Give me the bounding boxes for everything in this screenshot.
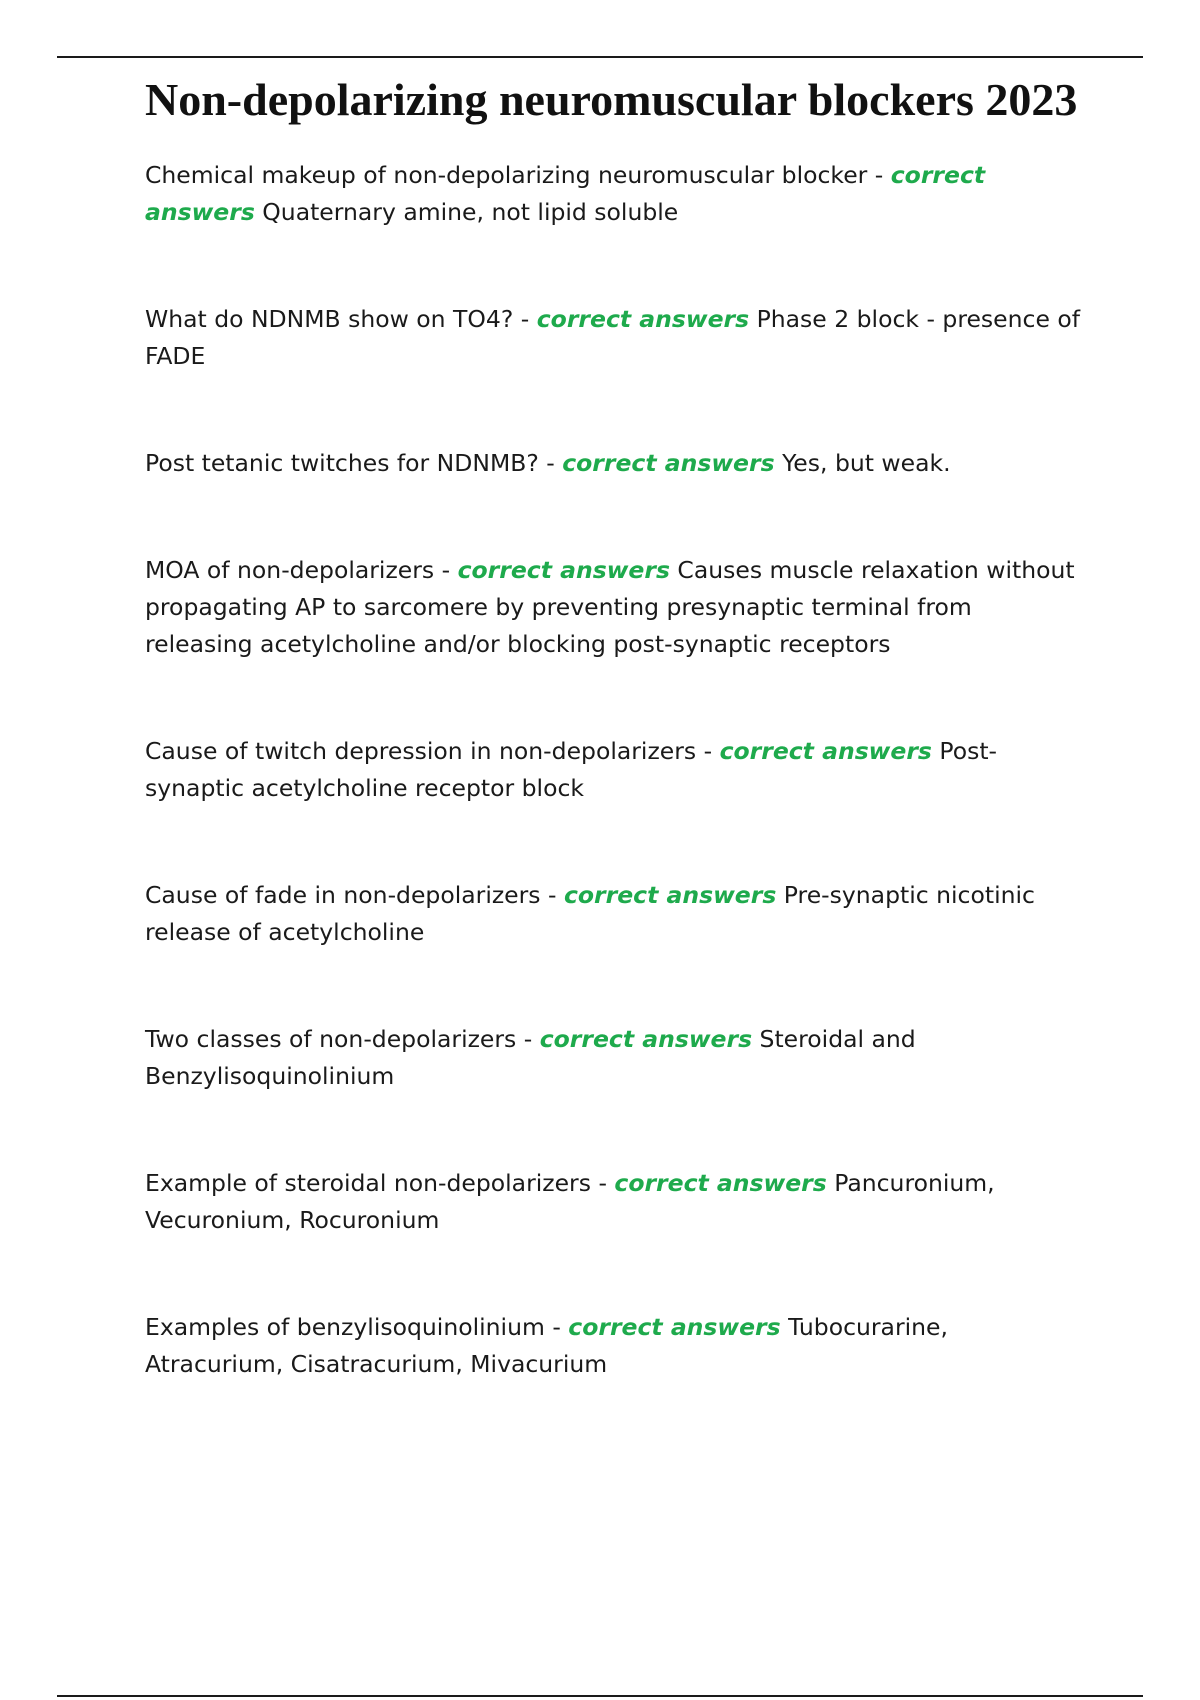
question-text: Example of steroidal non-depolarizers <box>145 1169 591 1197</box>
qa-list <box>145 157 1085 1383</box>
bottom-rule <box>57 1695 1143 1697</box>
answer-tag: correct answers <box>563 881 777 909</box>
qa-item <box>145 552 1085 663</box>
qa-item <box>145 157 1085 231</box>
question-text: What do NDNMB show on TO4? <box>145 305 514 333</box>
answer-text: Tubocurarine, Atracurium, Cisatracurium, Mivacurium <box>145 1313 948 1378</box>
document-title: Non-depolarizing neuromuscular blockers 2023 <box>145 74 1078 125</box>
qa-item <box>145 1309 1085 1383</box>
answer-tag: correct answers <box>562 449 775 477</box>
answer-tag: correct answers <box>536 305 750 333</box>
qa-item <box>145 877 1085 951</box>
answer-tag: correct answers <box>145 161 986 226</box>
top-rule <box>57 56 1143 58</box>
separator: - <box>538 449 563 477</box>
separator: - <box>544 1313 569 1341</box>
answer-tag: correct answers <box>719 737 932 765</box>
answer-tag: correct answers <box>614 1169 827 1197</box>
separator: - <box>540 881 564 909</box>
question-text: Chemical makeup of non-depolarizing neuromuscular blocker <box>145 161 868 189</box>
question-text: Cause of twitch depression in non-depolarizers <box>145 737 697 765</box>
answer-text: Phase 2 block - presence of FADE <box>145 305 1081 370</box>
separator: - <box>516 1025 540 1053</box>
question-text: Cause of fade in non-depolarizers <box>145 881 541 909</box>
separator: - <box>696 737 720 765</box>
question-text: Post tetanic twitches for NDNMB? <box>145 449 539 477</box>
answer-text: Steroidal and Benzylisoquinolinium <box>145 1025 916 1090</box>
answer-text: Post-synaptic acetylcholine receptor block <box>145 737 998 802</box>
separator: - <box>513 305 537 333</box>
qa-item <box>145 733 1085 807</box>
answer-tag: correct answers <box>539 1025 753 1053</box>
answer-tag: correct answers <box>457 556 670 584</box>
separator: - <box>590 1169 615 1197</box>
answer-text: Quaternary amine, not lipid soluble <box>262 198 679 226</box>
answer-text: Causes muscle relaxation without propagating AP to sarcomere by preventing presynaptic terminal from releasing acetylcholine and/or blocking post-synaptic receptors <box>145 556 1075 658</box>
answer-text: Yes, but weak. <box>782 449 951 477</box>
qa-item <box>145 301 1085 375</box>
qa-item <box>145 445 1085 482</box>
qa-item <box>145 1021 1085 1095</box>
separator: - <box>867 161 891 189</box>
question-text: Two classes of non-depolarizers <box>145 1025 517 1053</box>
answer-tag: correct answers <box>568 1313 781 1341</box>
document-page <box>145 72 1085 1383</box>
answer-text: Pre-synaptic nicotinic release of acetylcholine <box>145 881 1035 946</box>
separator: - <box>434 556 458 584</box>
qa-item <box>145 1165 1085 1239</box>
question-text: MOA of non-depolarizers <box>145 556 435 584</box>
question-text: Examples of benzylisoquinolinium <box>145 1313 545 1341</box>
answer-text: Pancuronium, Vecuronium, Rocuronium <box>145 1169 995 1234</box>
